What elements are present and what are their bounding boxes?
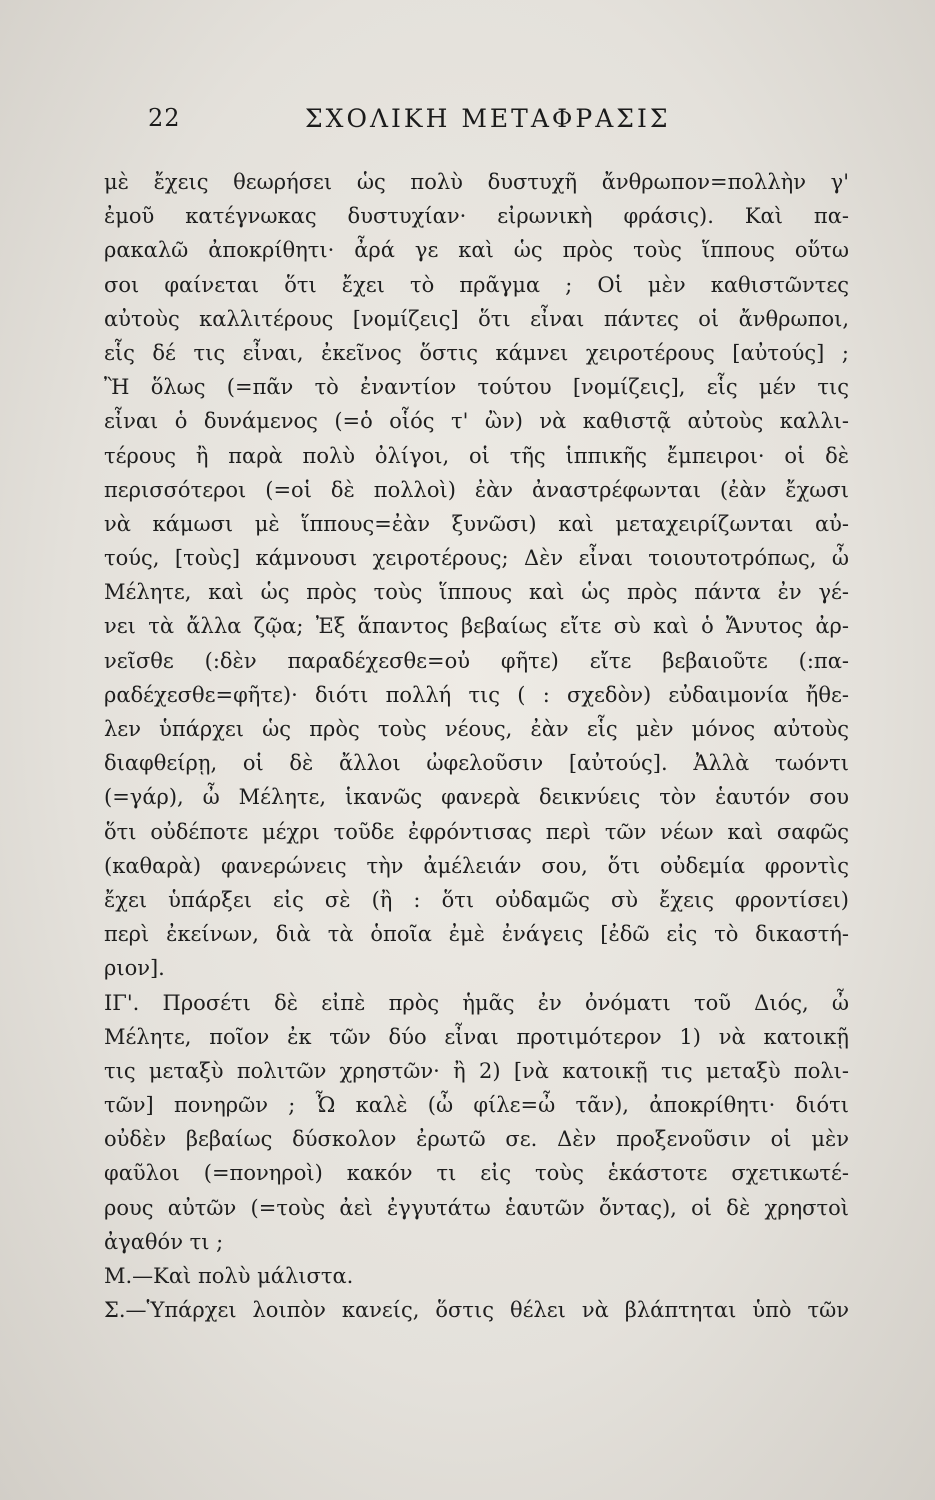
page-header	[148, 104, 848, 144]
text-line: ριον].	[104, 956, 165, 981]
text-line: νὰ κάμωσι μὲ ἵππους=ἐὰν ξυνῶσι) καὶ μεταχειρίζωνται αὐ-	[104, 511, 849, 536]
text-line: ἔχει ὑπάρξει εἰς σὲ (ἢ : ὅτι οὐδαμῶς σὺ ἔχεις φροντίσει)	[104, 887, 849, 912]
text-line: Ἢ ὅλως (=πᾶν τὸ ἐναντίον τούτου [νομίζεις], εἷς μέν τις	[104, 375, 849, 400]
text-line: Μέλητε, ποῖον ἐκ τῶν δύο εἶναι προτιμότερον 1) νὰ κατοικῇ	[104, 1024, 849, 1049]
text-line: διαφθείρῃ, οἱ δὲ ἄλλοι ὠφελοῦσιν [αὐτούς]. Ἀλλὰ τωόντι	[104, 751, 849, 776]
text-line: εἷς δέ τις εἶναι, ἐκεῖνος ὅστις κάμνει χειροτέρους [αὐτούς] ;	[104, 340, 849, 365]
text-line: νεῖσθε (:δὲν παραδέχεσθε=οὐ φῆτε) εἴτε βεβαιοῦτε (:πα-	[104, 648, 849, 673]
text-line: ραδέχεσθε=φῆτε)· διότι πολλή τις ( : σχεδὸν) εὐδαιμονία ἤθε-	[104, 682, 849, 707]
text-line: φαῦλοι (=πονηροὶ) κακόν τι εἰς τοὺς ἑκάστοτε σχετικωτέ-	[104, 1161, 849, 1186]
text-line: περὶ ἐκείνων, διὰ τὰ ὁποῖα ἐμὲ ἐνάγεις [ἐδῶ εἰς τὸ δικαστή-	[104, 922, 849, 947]
text-line: ἀγαθόν τι ;	[104, 1229, 224, 1254]
text-line: τις μεταξὺ πολιτῶν χρηστῶν· ἢ 2) [νὰ κατοικῇ τις μεταξὺ πολι-	[104, 1058, 849, 1083]
text-line: τούς, [τοὺς] κάμνουσι χειροτέρους; Δὲν εἶναι τοιουτοτρόπως, ὦ	[104, 546, 849, 571]
text-line: νει τὰ ἄλλα ζῷα; Ἐξ ἅπαντος βεβαίως εἴτε σὺ καὶ ὁ Ἄνυτος ἀρ-	[104, 614, 849, 639]
text-line: ΙΓ'. Προσέτι δὲ εἰπὲ πρὸς ἡμᾶς ἐν ὀνόματι τοῦ Διός, ὦ	[104, 990, 849, 1015]
text-line: λεν ὑπάρχει ὡς πρὸς τοὺς νέους, ἐὰν εἷς μὲν μόνος αὐτοὺς	[104, 717, 849, 741]
text-line: (καθαρὰ) φανερώνεις τὴν ἀμέλειάν σου, ὅτι οὐδεμία φροντὶς	[104, 853, 849, 878]
text-line: (=γάρ), ὦ Μέλητε, ἱκανῶς φανερὰ δεικνύεις τὸν ἑαυτόν σου	[104, 785, 849, 810]
text-line: εἶναι ὁ δυνάμενος (=ὁ οἷός τ' ὢν) νὰ καθιστᾷ αὐτοὺς καλλι-	[104, 409, 849, 434]
text-line: περισσότεροι (=οἱ δὲ πολλοὶ) ἐὰν ἀναστρέφωνται (ἐὰν ἔχωσι	[104, 477, 849, 502]
text-line: σοι φαίνεται ὅτι ἔχει τὸ πρᾶγμα ; Οἱ μὲν καθιστῶντες	[104, 272, 849, 297]
text-line: Μ.—Καὶ πολὺ μάλιστα.	[104, 1264, 354, 1288]
text-line: αὐτοὺς καλλιτέρους [νομίζεις] ὅτι εἶναι πάντες οἱ ἄνθρωποι,	[104, 306, 849, 331]
text-line: τῶν] πονηρῶν ; Ὦ καλὲ (ὦ φίλε=ὦ τᾶν), ἀποκρίθητι· διότι	[104, 1093, 849, 1118]
text-line: τέρους ἢ παρὰ πολὺ ὀλίγοι, οἱ τῆς ἱππικῆς ἔμπειροι· οἱ δὲ	[104, 443, 849, 468]
text-line: Σ.—Ὑπάρχει λοιπὸν κανείς, ὅστις θέλει νὰ βλάπτηται ὑπὸ τῶν	[104, 1298, 849, 1323]
text-line: Μέλητε, καὶ ὡς πρὸς τοὺς ἵππους καὶ ὡς πρὸς πάντα ἐν γέ-	[104, 580, 849, 605]
text-line: ρακαλῶ ἀποκρίθητι· ἆρά γε καὶ ὡς πρὸς τοὺς ἵππους οὕτω	[104, 238, 849, 263]
body-text	[104, 165, 849, 1327]
text-line: ρους αὐτῶν (=τοὺς ἀεὶ ἐγγυτάτω ἑαυτῶν ὄντας), οἱ δὲ χρηστοὶ	[104, 1195, 849, 1220]
text-line: ὅτι οὐδέποτε μέχρι τοῦδε ἐφρόντισας περὶ τῶν νέων καὶ σαφῶς	[104, 819, 849, 844]
text-line: μὲ ἔχεις θεωρήσει ὡς πολὺ δυστυχῆ ἄνθρωπον=πολλὴν γ'	[104, 170, 849, 194]
text-line: ἐμοῦ κατέγνωκας δυστυχίαν· εἰρωνικὴ φράσις). Καὶ πα-	[104, 204, 849, 229]
page-number: 22	[148, 104, 181, 132]
text-line: οὐδὲν βεβαίως δύσκολον ἐρωτῶ σε. Δὲν προξενοῦσιν οἱ μὲν	[104, 1127, 849, 1152]
running-title: ΣΧΟΛΙΚΗ ΜΕΤΑΦΡΑΣΙΣ	[305, 104, 671, 133]
